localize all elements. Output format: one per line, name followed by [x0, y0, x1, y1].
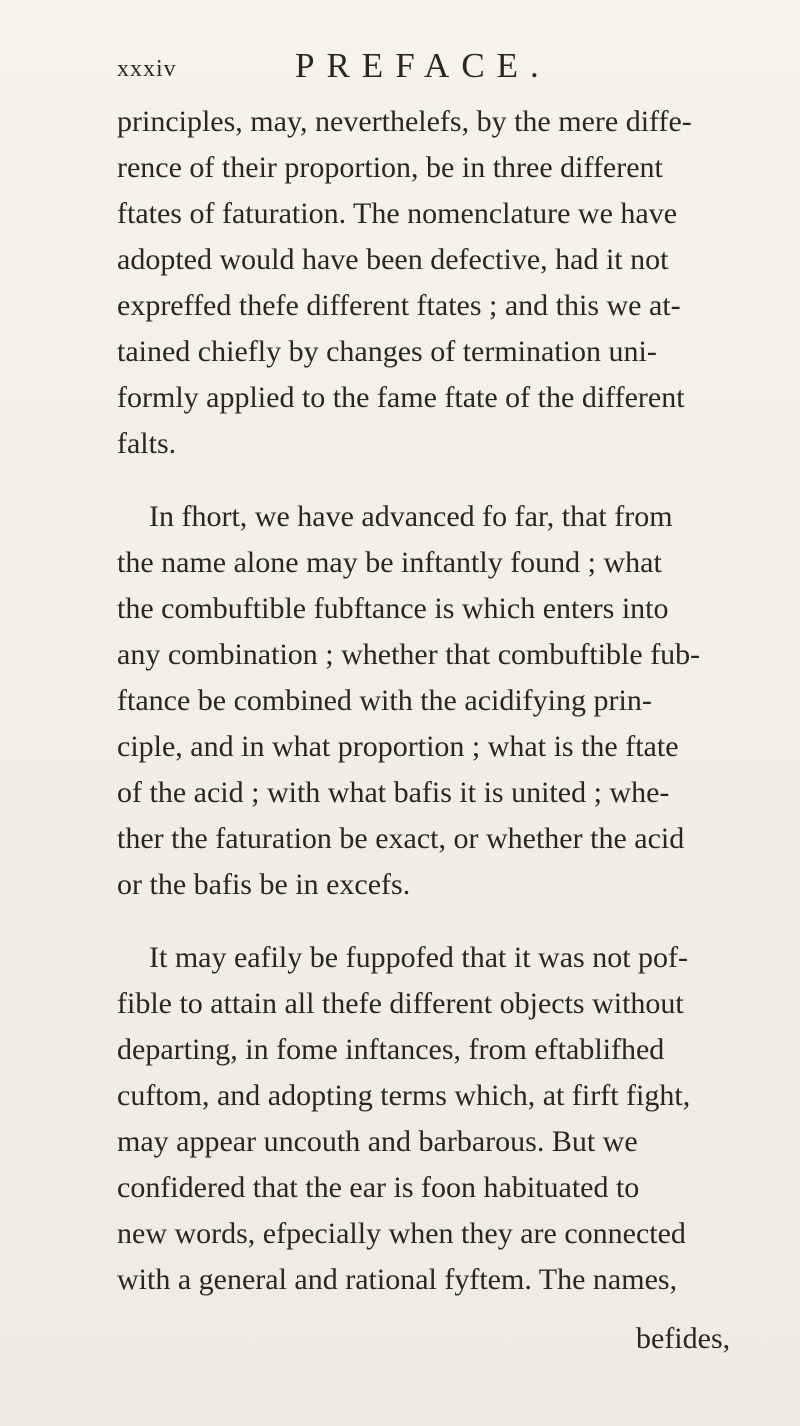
text-line: with a general and rational fyftem. The names,: [117, 1263, 678, 1296]
paragraph-1: [117, 99, 777, 467]
text-line: any combination ; whether that combuftible fub-: [117, 638, 701, 671]
paragraph-2: [117, 494, 777, 908]
text-line: In fhort, we have advanced fo far, that from: [149, 500, 673, 533]
text-line: It may eafily be fuppofed that it was not pof-: [149, 941, 689, 974]
paragraph-gap: [117, 908, 777, 935]
text-line: ftance be combined with the acidifying prin-: [117, 684, 652, 717]
page-number: xxxiv: [117, 56, 177, 82]
running-head: PREFACE.: [295, 46, 551, 85]
text-line: may appear uncouth and barbarous. But we: [117, 1125, 638, 1158]
paragraph-3: [117, 935, 777, 1303]
text-line: formly applied to the fame ftate of the different: [117, 381, 685, 414]
text-line: expreffed thefe different ftates ; and this we at-: [117, 289, 681, 322]
text-line: fible to attain all thefe different objects without: [117, 987, 684, 1020]
text-line: cuftom, and adopting terms which, at firft fight,: [117, 1079, 691, 1112]
catchword: befides,: [636, 1322, 731, 1355]
paragraph-gap: [117, 467, 777, 494]
text-line: the combuftible fubftance is which enters into: [117, 592, 669, 625]
page-header: [117, 38, 757, 88]
text-line: of the acid ; with what bafis it is united ; whe-: [117, 776, 670, 809]
text-line: confidered that the ear is foon habituated to: [117, 1171, 640, 1204]
text-line: tained chiefly by changes of termination uni-: [117, 335, 657, 368]
body-text: [117, 99, 777, 1303]
text-line: ther the faturation be exact, or whether the acid: [117, 822, 685, 855]
text-line: or the bafis be in excefs.: [117, 868, 411, 901]
text-line: principles, may, neverthelefs, by the mere diffe-: [117, 105, 692, 138]
text-line: rence of their proportion, be in three different: [117, 151, 663, 184]
text-line: falts.: [117, 427, 177, 460]
text-line: ftates of faturation. The nomenclature we have: [117, 197, 678, 230]
text-line: new words, efpecially when they are connected: [117, 1217, 686, 1250]
text-line: adopted would have been defective, had it not: [117, 243, 669, 276]
text-line: ciple, and in what proportion ; what is the ftate: [117, 730, 679, 763]
text-line: departing, in fome inftances, from eftablifhed: [117, 1033, 665, 1066]
text-line: the name alone may be inftantly found ; what: [117, 546, 662, 579]
